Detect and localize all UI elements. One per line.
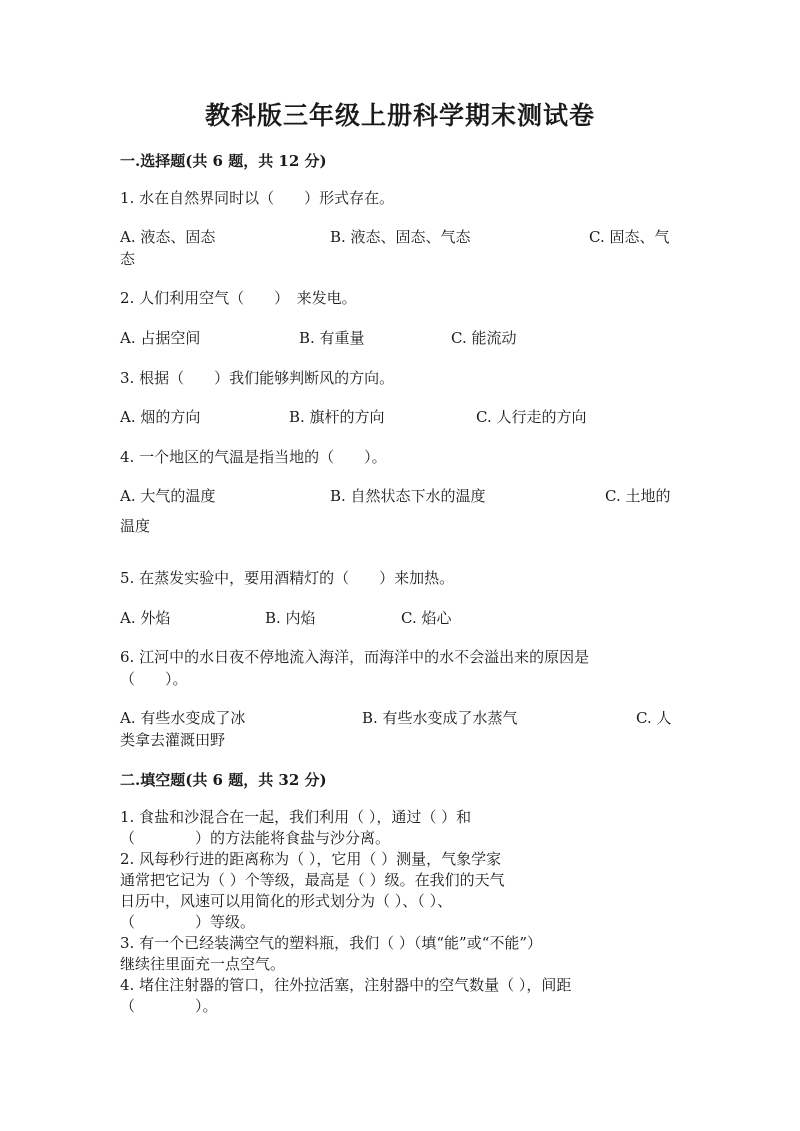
question-line: [120, 975, 680, 996]
option-c: C. 土地的: [605, 487, 671, 505]
question-line: [120, 807, 680, 828]
question-stem: 2. 人们利用空气（ ） 来发电。: [120, 289, 357, 307]
question-line: 继续往里面充一点空气。: [120, 955, 286, 973]
text-segment: ），它用（: [308, 850, 377, 868]
option-b: B. 旗杆的方向: [289, 408, 385, 426]
question-line: [120, 870, 680, 891]
option-b: B. 自然状态下水的温度: [330, 487, 486, 505]
question-stem: 5. 在蒸发实验中，要用酒精灯的（ ）来加热。: [120, 569, 455, 587]
text-segment: 日历中，风速可以用简化的形式划分为（: [120, 892, 391, 910]
question-stem: [120, 646, 675, 690]
option-group: [120, 707, 680, 751]
text-segment: 2. 风每秒行进的距离称为（: [120, 850, 305, 868]
question-line: （ ）。: [120, 997, 218, 1015]
text-segment: ），间距: [518, 976, 572, 994]
text-segment: ）、: [429, 892, 453, 910]
question-line: （ ）等级。: [120, 913, 256, 931]
text-segment: 4. 堵住注射器的管口，往外拉活塞，注射器中的空气数量（: [120, 976, 515, 994]
question-stem: 3. 根据（ ）我们能够判断风的方向。: [120, 369, 395, 387]
question-stem: 4. 一个地区的气温是指当地的（ ）。: [120, 448, 387, 466]
option-c: C. 人: [636, 709, 672, 727]
text-segment: ）测量，气象学家: [381, 850, 502, 868]
option-wrap-text: 态: [120, 250, 136, 268]
option-a: A. 大气的温度: [120, 487, 216, 505]
section-heading-choice: 一.选择题(共 6 题，共 12 分): [120, 152, 327, 170]
option-group: [120, 226, 680, 270]
option-a: A. 占据空间: [120, 329, 201, 347]
text-segment: ）（填“能”或“不能”）: [398, 934, 543, 952]
option-c: C. 焰心: [401, 609, 452, 627]
option-a: A. 液态、固态: [120, 228, 216, 246]
option-b: B. 有重量: [299, 329, 365, 347]
question-line: [120, 933, 680, 954]
question-stem-line: 6. 江河中的水日夜不停地流入海洋，而海洋中的水不会溢出来的原因是: [120, 648, 590, 666]
text-segment: ），通过（: [368, 808, 437, 826]
option-c: C. 固态、气: [589, 228, 670, 246]
option-group: [120, 607, 680, 651]
text-segment: ）、（: [394, 892, 425, 910]
option-group: [120, 406, 680, 450]
question-stem: 1. 水在自然界同时以（ ）形式存在。: [120, 189, 395, 207]
fill-question: [120, 933, 680, 975]
text-segment: ）和: [441, 808, 472, 826]
fill-question: [120, 975, 680, 1017]
option-c: C. 能流动: [451, 329, 517, 347]
text-segment: 通常把它记为（: [120, 871, 226, 889]
option-group: [120, 485, 680, 545]
option-wrap-text: 类拿去灌溉田野: [120, 731, 226, 749]
text-segment: ）级。在我们的天气: [369, 871, 505, 889]
question-stem-line: （ ）。: [120, 670, 188, 688]
option-b: B. 有些水变成了水蒸气: [362, 709, 518, 727]
question-line: [120, 849, 680, 870]
option-b: B. 内焰: [265, 609, 316, 627]
fill-question: [120, 849, 680, 933]
question-line: [120, 891, 680, 912]
text-segment: 1. 食盐和沙混合在一起，我们利用（: [120, 808, 365, 826]
option-wrap-text: 温度: [120, 517, 151, 535]
question-line: （ ）的方法能将食盐与沙分离。: [120, 829, 391, 847]
text-segment: 3. 有一个已经装满空气的塑料瓶，我们（: [120, 934, 395, 952]
option-a: A. 有些水变成了冰: [120, 709, 246, 727]
page-title: 教科版三年级上册科学期末测试卷: [204, 101, 595, 130]
option-group: [120, 327, 680, 371]
option-a: A. 外焰: [120, 609, 171, 627]
fill-question: [120, 807, 680, 849]
section-heading-fill: 二.填空题(共 6 题，共 32 分): [120, 771, 327, 789]
option-c: C. 人行走的方向: [476, 408, 587, 426]
text-segment: ）个等级，最高是（: [229, 871, 365, 889]
option-a: A. 烟的方向: [120, 408, 201, 426]
option-b: B. 液态、固态、气态: [330, 228, 471, 246]
